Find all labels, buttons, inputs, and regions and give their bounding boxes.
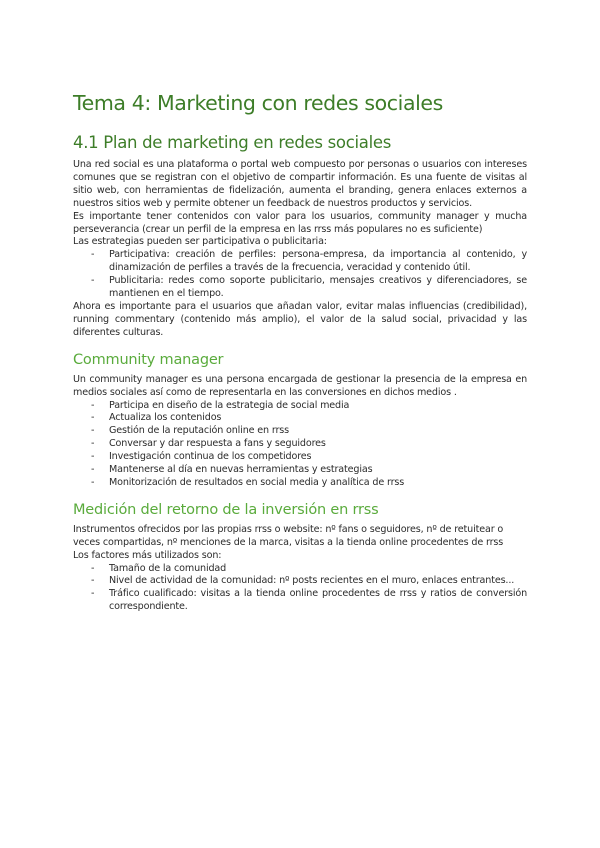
list-item: - Gestión de la reputación online en rrss <box>91 425 289 437</box>
dash-bullet-icon: - <box>91 438 95 450</box>
dash-bullet-icon: - <box>91 464 95 476</box>
list-item: - Monitorización de resultados en social media y analítica de rrss <box>91 476 405 488</box>
paragraph-red-social: Una red social es una plataforma o portal web compuesto por personas o usuarios con intereses comunes que se registran con el objetivo de compartir información. Es una fuente de visitas al sitio web, con herramientas de fidelización, aumenta el branding, genera enlaces externos a nuestros sitios web y permite obtener un feedback de nuestros productos y servicios. <box>73 159 527 209</box>
paragraph-factores: Los factores más utilizados son: <box>73 549 222 561</box>
section-heading-medicion-roi: Medición del retorno de la inversión en rrss <box>73 501 379 518</box>
list-item: - Publicitaria: redes como soporte publicitario, mensajes creativos y diferenciadores, se mantienen en el tiempo. <box>91 275 527 300</box>
dash-bullet-icon: - <box>91 588 95 600</box>
list-estrategias <box>73 249 527 301</box>
dash-bullet-icon: - <box>91 476 95 488</box>
list-item: - Participativa: creación de perfiles: persona-empresa, da importancia al contenido, y dinamización de perfiles a través de la frecuencia, veracidad y contenido útil. <box>91 249 527 274</box>
list-item: - Participa en diseño de la estrategia de social media <box>91 399 350 411</box>
dash-bullet-icon: - <box>91 399 95 411</box>
paragraph-valor-usuarios: Ahora es importante para el usuarios que añadan valor, evitar malas influencias (credibilidad), running commentary (contenido más amplio), el valor de la salud social, privacidad y las diferentes culturas. <box>73 300 527 338</box>
paragraph-contenidos-valor: Es importante tener contenidos con valor para los usuarios, community manager y mucha perseverancia (crear un perfil de la empresa en las rrss más populares no es suficiente) <box>73 210 527 235</box>
dash-bullet-icon: - <box>91 425 95 437</box>
section-heading-community-manager: Community manager <box>73 351 224 368</box>
dash-bullet-icon: - <box>91 575 95 587</box>
list-item: - Tamaño de la comunidad <box>91 562 227 574</box>
page-title: Tema 4: Marketing con redes sociales <box>73 91 443 115</box>
paragraph-community-manager: Un community manager es una persona encargada de gestionar la presencia de la empresa en medios sociales así como de representarla en las conversiones en dichos medios . <box>73 373 527 398</box>
list-funciones-community <box>73 400 527 490</box>
dash-bullet-icon: - <box>91 451 95 463</box>
list-item: - Investigación continua de los competidores <box>91 451 312 463</box>
dash-bullet-icon: - <box>91 275 95 287</box>
list-item: - Tráfico cualificado: visitas a la tienda online procedentes de rrss y ratios de conversión correspondiente. <box>91 588 527 613</box>
dash-bullet-icon: - <box>91 249 95 261</box>
section-heading-plan-marketing: 4.1 Plan de marketing en redes sociales <box>73 133 392 152</box>
list-item: - Mantenerse al día en nuevas herramientas y estrategias <box>91 464 373 476</box>
paragraph-estrategias: Las estrategias pueden ser participativa o publicitaria: <box>73 236 327 248</box>
document-content <box>73 88 527 614</box>
dash-bullet-icon: - <box>91 562 95 574</box>
list-item: - Conversar y dar respuesta a fans y seguidores <box>91 438 326 450</box>
list-item: - Actualiza los contenidos <box>91 412 222 424</box>
list-factores <box>73 563 527 615</box>
paragraph-instrumentos: Instrumentos ofrecidos por las propias rrss o website: nº fans o seguidores, nº de retuitear o veces compartidas, nº menciones de la marca, visitas a la tienda online procedentes de rrss <box>73 523 504 548</box>
list-item: - Nivel de actividad de la comunidad: nº posts recientes en el muro, enlaces entrantes... <box>91 575 515 587</box>
dash-bullet-icon: - <box>91 412 95 424</box>
